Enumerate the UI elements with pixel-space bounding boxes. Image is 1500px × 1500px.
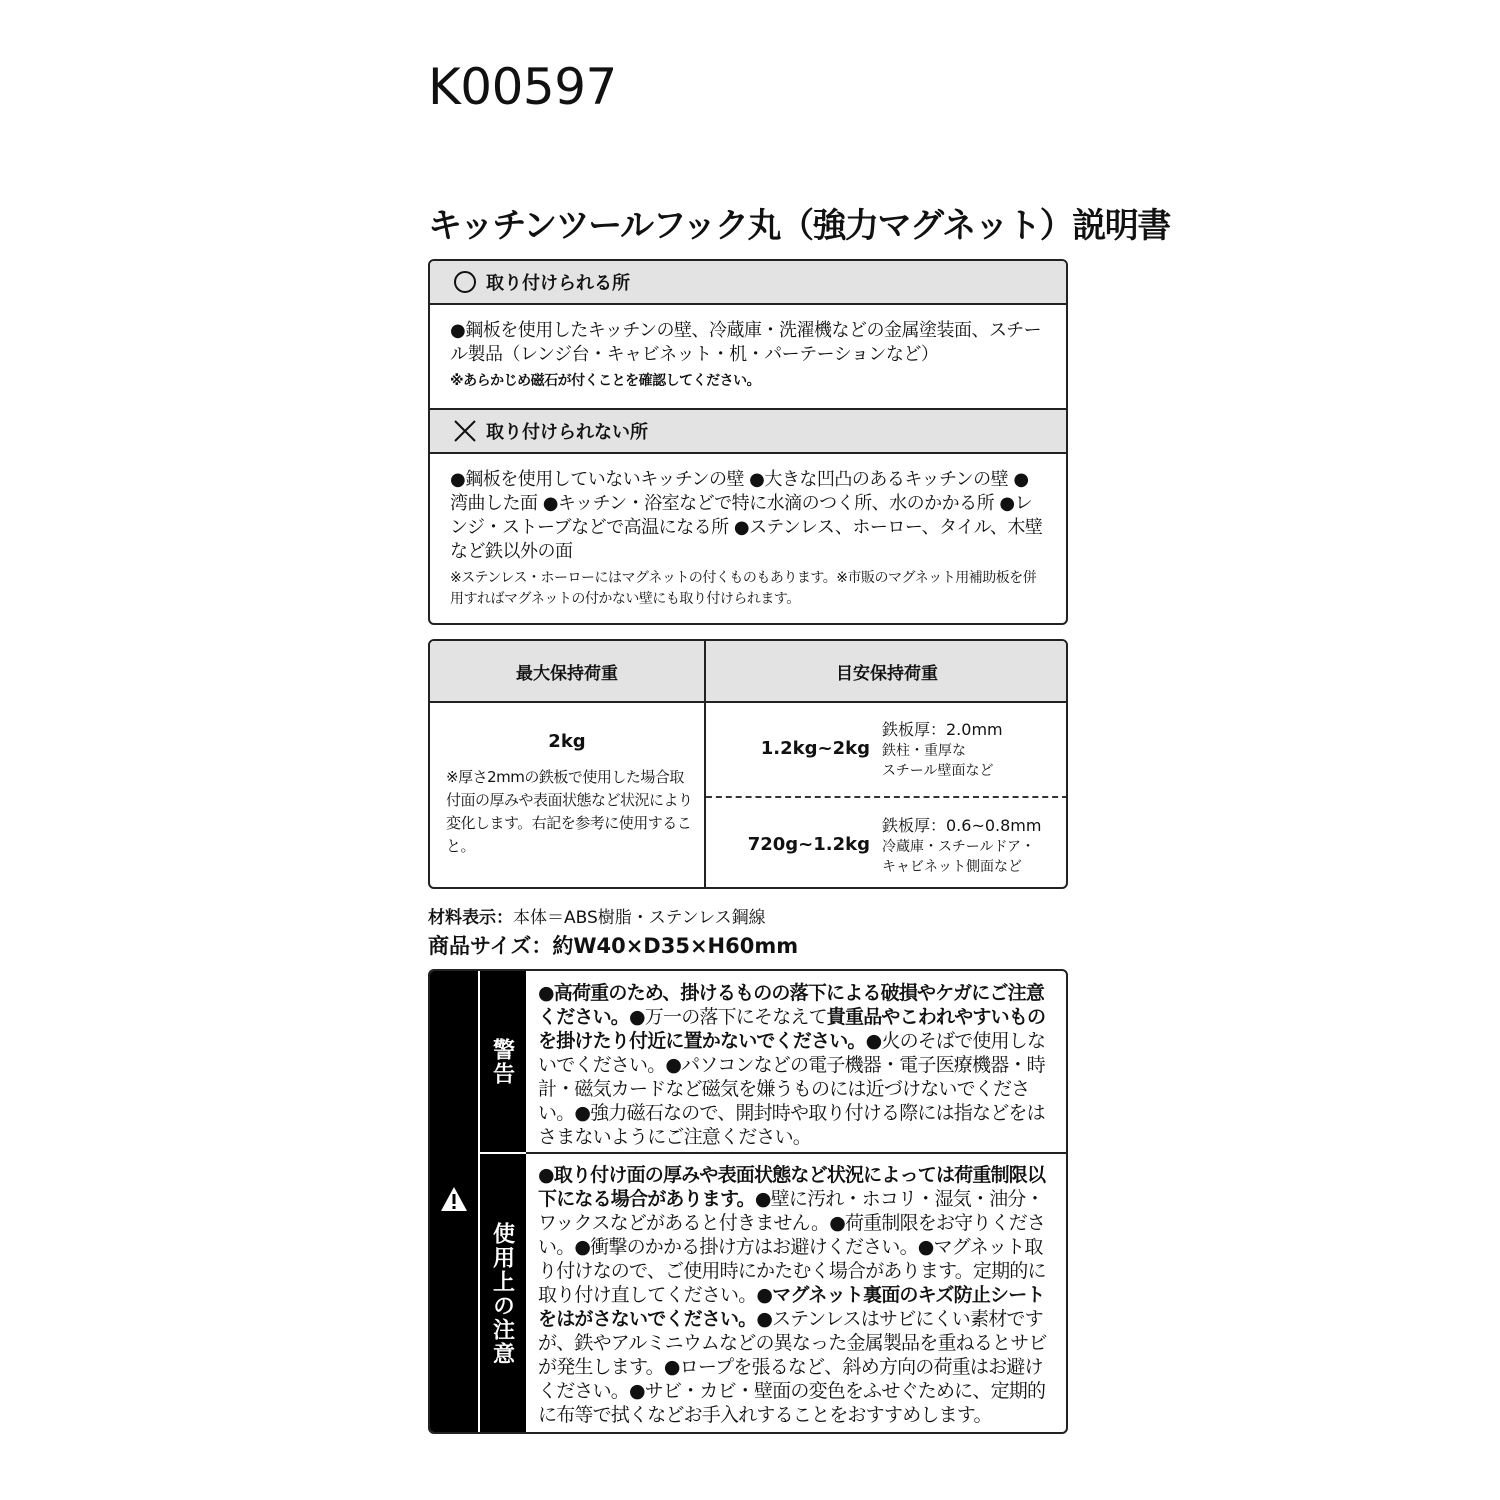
cannot-attach-note: ※ステンレス・ホーローにはマグネットの付くものもあります。※市販のマグネット用補助板を併用すればマグネットの付かない壁にも取り付けられます。	[450, 570, 1037, 607]
can-attach-note: ※あらかじめ磁石が付くことを確認してください。	[450, 373, 761, 389]
attachment-locations-box	[428, 259, 1068, 625]
max-load-header: 最大保持荷重	[430, 641, 704, 701]
max-load-value: 2kg	[548, 731, 586, 752]
warning-sidebar	[430, 971, 526, 1432]
steel-thickness: 鉄板厚：2.0mm	[882, 720, 1003, 739]
warning-text: ●高荷重のため、掛けるものの落下による破損やケガにご注意ください。●万一の落下にそなえて貴重品やこわれやすいものを掛けたり付近に置かないでください。●火のそばで使用しないでください。●パソコンなどの電子機器・電子医療機器・時計・磁気カードなど磁気を嫌うものには近づけないでください。●強力磁石なので、開封時や取り付ける際には指などをはさまないようにご注意ください。	[538, 982, 1046, 1148]
material-info	[428, 903, 766, 928]
can-attach-text: ●鋼板を使用したキッチンの壁、冷蔵庫・洗濯機などの金属塗装面、スチール製品（レンジ台・キャビネット・机・パーテーションなど）	[450, 320, 1042, 365]
product-code: K00597	[428, 58, 617, 116]
can-attach-header	[430, 261, 1066, 303]
caution-label: 使用上の注意	[489, 1222, 515, 1366]
guide-load-header: 目安保持荷重	[706, 641, 1068, 701]
guide-spec	[882, 815, 1062, 877]
cannot-attach-header	[430, 410, 1066, 452]
example-line: スチール壁面など	[882, 763, 994, 779]
example-line: キャビネット側面など	[882, 859, 1022, 875]
example-line: 鉄柱・重厚な	[882, 743, 966, 759]
cannot-attach-text: ●鋼板を使用していないキッチンの壁 ●大きな凹凸のあるキッチンの壁 ●湾曲した面 ●キッチン・浴室などで特に水滴のつく所、水のかかる所 ●レンジ・ストーブなどで高温になる所 ●ステンレス、ホーロー、タイル、木壁など鉄以外の面	[450, 469, 1043, 562]
cannot-attach-heading: 取り付けられない所	[486, 422, 648, 443]
warnings-box	[428, 969, 1068, 1434]
guide-spec	[882, 719, 1062, 781]
row-divider	[706, 796, 1068, 798]
steel-thickness: 鉄板厚：0.6~0.8mm	[882, 816, 1042, 835]
size-info	[428, 930, 798, 960]
warning-triangle-icon	[440, 1186, 468, 1212]
material-value: 本体＝ABS樹脂・ステンレス鋼線	[513, 908, 766, 928]
size-label: 商品サイズ：	[428, 934, 553, 958]
example-line: 冷蔵庫・スチールドア・	[882, 839, 1036, 855]
cannot-attach-body	[430, 454, 1066, 625]
max-load-note: ※厚さ2mmの鉄板で使用した場合取付面の厚みや表面状態など状況により変化します。右記を参考に使用すること。	[446, 768, 693, 855]
circle-icon	[452, 269, 478, 295]
material-label: 材料表示：	[428, 908, 513, 928]
document-title: キッチンツールフック丸（強力マグネット）説明書	[428, 206, 1170, 246]
can-attach-heading: 取り付けられる所	[486, 273, 630, 294]
caution-text: ●取り付け面の厚みや表面状態など状況によっては荷重制限以下になる場合があります。●壁に汚れ・ホコリ・湿気・油分・ワックスなどがあると付きません。●荷重制限をお守りください。●衝撃のかかる掛け方はお避けください。●マグネット取り付けなので、ご使用時にかたむく場合があります。定期的に取り付け直してください。●マグネット裏面のキズ防止シートをはがさないでください。●ステンレスはサビにくい素材ですが、鉄やアルミニウムなどの異なった金属製品を重ねるとサビが発生します。●ロープを張るなど、斜め方向の荷重はお避けください。●サビ・カビ・壁面の変色をふせぐために、定期的に布等で拭くなどお手入れすることをおすすめします。	[538, 1164, 1047, 1426]
guide-range: 720g~1.2kg	[747, 834, 870, 855]
cross-icon	[452, 418, 478, 444]
load-capacity-table	[428, 639, 1068, 889]
size-value: 約W40×D35×H60mm	[552, 934, 799, 958]
guide-range: 1.2kg~2kg	[760, 738, 870, 759]
can-attach-body	[430, 305, 1066, 408]
warning-label: 警告	[489, 1037, 515, 1086]
